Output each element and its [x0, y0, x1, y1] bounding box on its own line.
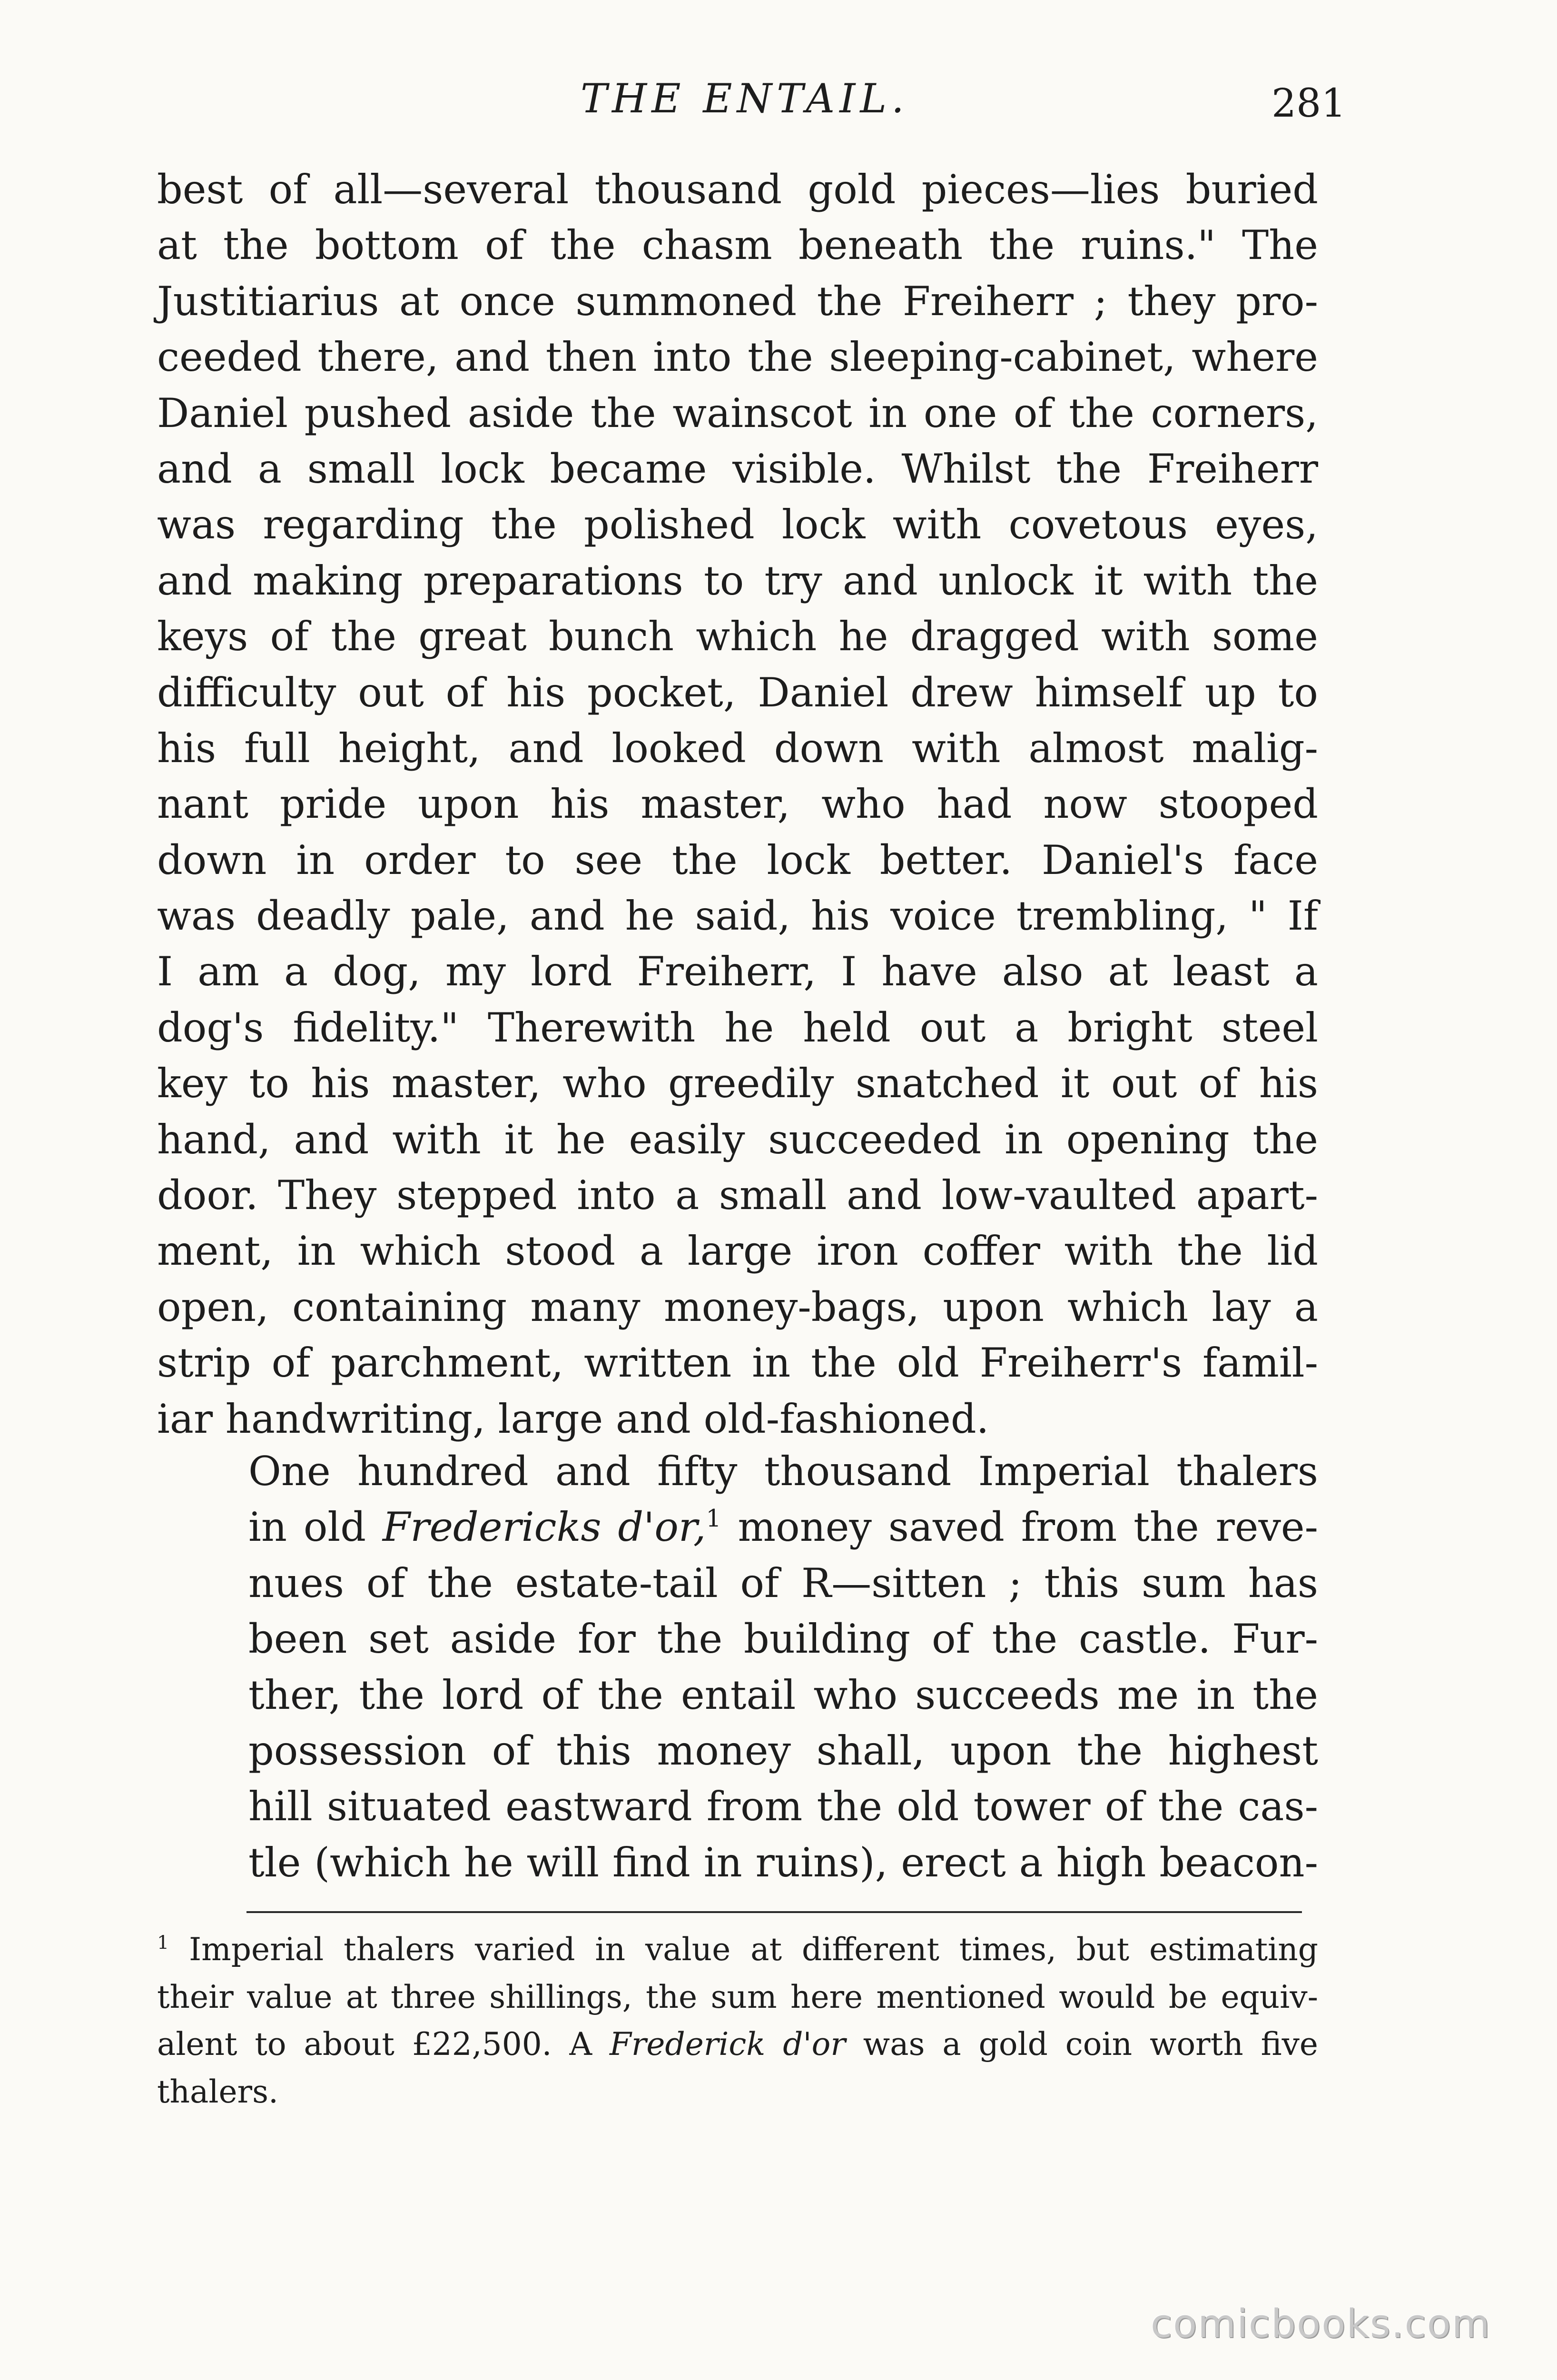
footnote-line: their value at three shillings, the sum here mentioned would be equiv- — [157, 1978, 1318, 2015]
text-line: his full height, and looked down with almost malig- — [157, 724, 1318, 772]
italic-term: Fredericks d'or, — [382, 1504, 706, 1551]
footnote-line: thalers. — [157, 2073, 278, 2110]
text-line: I am a dog, my lord Freiherr, I have also at least a — [157, 948, 1318, 995]
text-line: strip of parchment, written in the old Freiherr's famil- — [157, 1339, 1318, 1387]
footnote-divider — [246, 1911, 1302, 1913]
footnote — [157, 1926, 1318, 2115]
text-line: key to his master, who greedily snatched it out of his — [157, 1060, 1318, 1107]
text-line: nant pride upon his master, who had now stooped — [157, 781, 1318, 828]
footnote-line: alent to about £22,500. A Frederick d'or was a gold coin worth five — [157, 2026, 1318, 2063]
text-line: open, containing many money-bags, upon which lay a — [157, 1283, 1318, 1330]
text-line: and a small lock became visible. Whilst the Freiherr — [157, 445, 1318, 492]
footnote-line: $^1$ Imperial thalers varied in value at different times, but estimating — [157, 1931, 1318, 1968]
quote-line: possession of this money shall, upon the highest — [248, 1727, 1318, 1774]
quote-line: ther, the lord of the entail who succeeds me in the — [248, 1671, 1318, 1718]
text-line: Justitiarius at once summoned the Freiherr ; they pro- — [157, 278, 1318, 325]
text-line: was regarding the polished lock with covetous eyes, — [157, 501, 1318, 548]
text-line: ment, in which stood a large iron coffer with the lid — [157, 1228, 1318, 1275]
quote-line: in old Fredericks d'or,$^1$ money saved from the reve- — [248, 1504, 1318, 1551]
quote-line: One hundred and fifty thousand Imperial thalers — [248, 1448, 1318, 1495]
body-paragraph — [157, 162, 1318, 1447]
text-line: Daniel pushed aside the wainscot in one of the corners, — [157, 389, 1318, 436]
text-line: best of all—several thousand gold pieces—lies buried — [157, 166, 1318, 213]
text-line: dog's fidelity." Therewith he held out a bright steel — [157, 1004, 1318, 1051]
watermark: comicbooks.com — [1151, 2301, 1491, 2347]
text-line: and making preparations to try and unlock it with the — [157, 557, 1318, 604]
paragraph-1 — [157, 162, 1318, 1447]
quote-line: hill situated eastward from the old tower of the cas- — [248, 1783, 1318, 1830]
text-line: door. They stepped into a small and low-vaulted apart- — [157, 1172, 1318, 1219]
text-line: difficulty out of his pocket, Daniel drew himself up to — [157, 669, 1318, 716]
quote-line: been set aside for the building of the castle. Fur- — [248, 1616, 1318, 1663]
italic-term: Frederick d'or — [610, 2026, 846, 2063]
text-line: hand, and with it he easily succeeded in opening the — [157, 1116, 1318, 1163]
text-line: at the bottom of the chasm beneath the ruins." The — [157, 222, 1318, 269]
quote-line: tle (which he will find in ruins), erect a high beacon- — [248, 1839, 1318, 1886]
text-line: down in order to see the lock better. Daniel's face — [157, 836, 1318, 883]
text-line: iar handwriting, large and old-fashioned. — [157, 1395, 989, 1442]
text-line: was deadly pale, and he said, his voice trembling, " If — [157, 892, 1318, 940]
quote-line: nues of the estate-tail of R—sitten ; this sum has — [248, 1559, 1318, 1606]
text-line: ceeded there, and then into the sleeping-cabinet, where — [157, 334, 1318, 381]
footnote-marker: 1 — [157, 1932, 169, 1954]
text-line: keys of the great bunch which he dragged with some — [157, 613, 1318, 660]
footnote-reference: 1 — [706, 1504, 721, 1533]
page-number: 281 — [1271, 81, 1346, 126]
running-head: THE ENTAIL. — [581, 75, 909, 122]
quoted-document — [248, 1444, 1318, 1891]
